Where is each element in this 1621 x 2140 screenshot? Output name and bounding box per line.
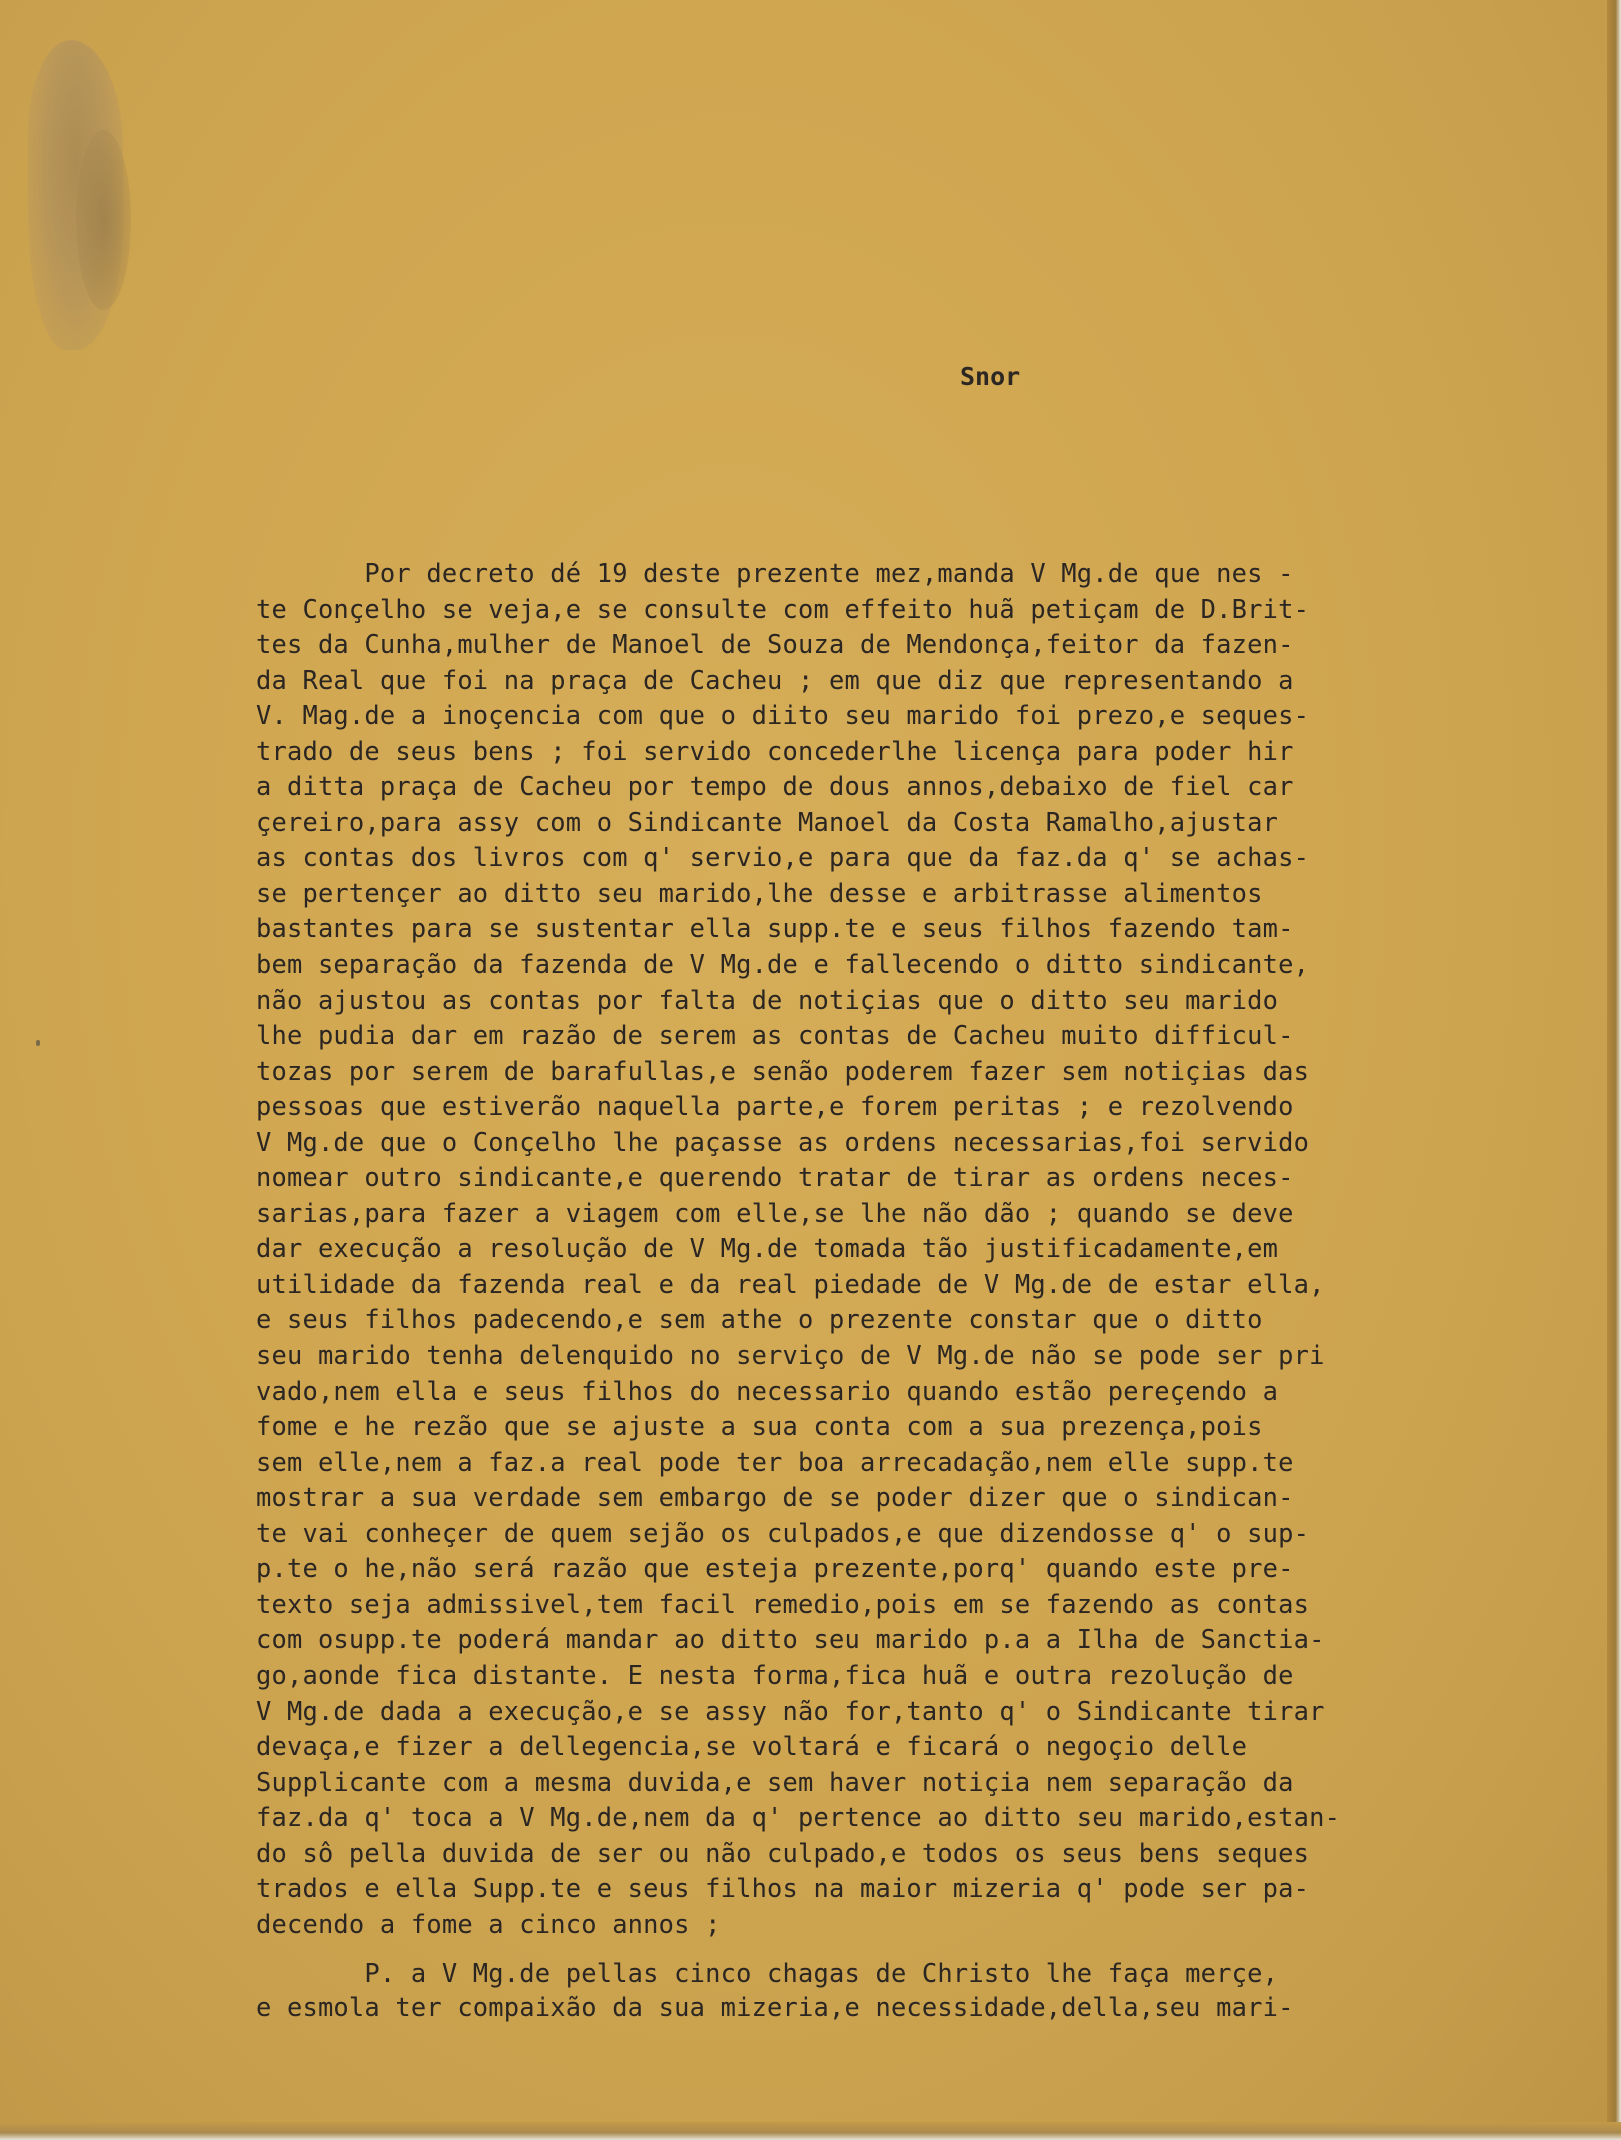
- text-line: go,aonde fica distante. E nesta forma,fica huã e outra rezolução de: [256, 1659, 1294, 1690]
- stain-core: [76, 130, 131, 310]
- text-line: sarias,para fazer a viagem com elle,se lhe não dão ; quando se deve: [256, 1197, 1294, 1228]
- text-line: dar execução a resolução de V Mg.de tomada tão justificadamente,em: [256, 1233, 1279, 1264]
- text-line: P. a V Mg.de pellas cinco chagas de Christo lhe faça merçe,: [256, 1958, 1279, 1988]
- stain-mark: [28, 40, 123, 350]
- text-line: faz.da q' toca a V Mg.de,nem da q' pertence ao ditto seu marido,estan-: [256, 1802, 1341, 1833]
- text-line: tes da Cunha,mulher de Manoel de Souza de Mendonça,feitor da fazen-: [256, 629, 1294, 660]
- paper-bottom-edge: [0, 2122, 1621, 2140]
- text-line: não ajustou as contas por falta de notiçias que o ditto seu marido: [256, 984, 1279, 1015]
- text-line: decendo a fome a cinco annos ;: [256, 1908, 721, 1939]
- text-line: te vai conheçer de quem sejão os culpados,e que dizendosse q' o sup-: [256, 1517, 1310, 1548]
- text-line: V. Mag.de a inoçencia com que o diito seu marido foi prezo,e seques-: [256, 700, 1310, 731]
- text-line: vado,nem ella e seus filhos do necessario quando estão pereçendo a: [256, 1375, 1279, 1406]
- text-line: lhe pudia dar em razão de serem as contas de Cacheu muito difficul-: [256, 1020, 1294, 1051]
- text-line: se pertençer ao ditto seu marido,lhe desse e arbitrasse alimentos: [256, 877, 1263, 908]
- text-line: trado de seus bens ; foi servido concederlhe licença para poder hir: [256, 735, 1294, 766]
- text-line: com osupp.te poderá mandar ao ditto seu marido p.a a Ilha de Sanctia-: [256, 1624, 1325, 1655]
- text-line: devaça,e fizer a dellegencia,se voltará e ficará o negoçio delle: [256, 1731, 1248, 1762]
- text-line: bem separação da fazenda de V Mg.de e fallecendo o ditto sindicante,: [256, 949, 1310, 980]
- paper-right-edge: [1607, 0, 1621, 2140]
- salutation-heading: Snor: [960, 362, 1021, 391]
- text-line: da Real que foi na praça de Cacheu ; em que diz que representando a: [256, 664, 1294, 695]
- text-line: mostrar a sua verdade sem embargo de se poder dizer que o sindican-: [256, 1482, 1294, 1513]
- paper-mark: [36, 1040, 40, 1046]
- text-line: fome e he rezão que se ajuste a sua conta com a sua prezença,pois: [256, 1411, 1263, 1442]
- text-line: te Conçelho se veja,e se consulte com effeito huã petiçam de D.Brit-: [256, 593, 1310, 624]
- text-line: utilidade da fazenda real e da real piedade de V Mg.de de estar ella,: [256, 1268, 1325, 1299]
- text-line: e seus filhos padecendo,e sem athe o prezente constar que o ditto: [256, 1304, 1263, 1335]
- text-line: çereiro,para assy com o Sindicante Manoel da Costa Ramalho,ajustar: [256, 806, 1279, 837]
- petition-body: [256, 556, 1586, 1942]
- petition-closing: [256, 1956, 1586, 2024]
- text-line: sem elle,nem a faz.a real pode ter boa arrecadação,nem elle supp.te: [256, 1446, 1294, 1477]
- text-line: p.te o he,não será razão que esteja prezente,porq' quando este pre-: [256, 1553, 1294, 1584]
- text-line: V Mg.de que o Conçelho lhe paçasse as ordens necessarias,foi servido: [256, 1126, 1310, 1157]
- text-line: as contas dos livros com q' servio,e para que da faz.da q' se achas-: [256, 842, 1310, 873]
- text-line: Supplicante com a mesma duvida,e sem haver notiçia nem separação da: [256, 1766, 1294, 1797]
- text-line: do sô pella duvida de ser ou não culpado,e todos os seus bens seques: [256, 1837, 1310, 1868]
- text-line: pessoas que estiverão naquella parte,e forem peritas ; e rezolvendo: [256, 1091, 1294, 1122]
- text-line: seu marido tenha delenquido no serviço de V Mg.de não se pode ser pri: [256, 1340, 1325, 1371]
- text-line: e esmola ter compaixão da sua mizeria,e necessidade,della,seu mari-: [256, 1992, 1294, 2022]
- text-line: tozas por serem de barafullas,e senão poderem fazer sem notiçias das: [256, 1055, 1310, 1086]
- text-line: Por decreto dé 19 deste prezente mez,manda V Mg.de que nes -: [256, 558, 1294, 588]
- text-line: trados e ella Supp.te e seus filhos na maior mizeria q' pode ser pa-: [256, 1873, 1310, 1904]
- text-line: bastantes para se sustentar ella supp.te e seus filhos fazendo tam-: [256, 913, 1294, 944]
- text-line: nomear outro sindicante,e querendo tratar de tirar as ordens neces-: [256, 1162, 1294, 1193]
- text-line: a ditta praça de Cacheu por tempo de dous annos,debaixo de fiel car: [256, 771, 1294, 802]
- text-line: V Mg.de dada a execução,e se assy não for,tanto q' o Sindicante tirar: [256, 1695, 1325, 1726]
- text-line: texto seja admissivel,tem facil remedio,pois em se fazendo as contas: [256, 1588, 1310, 1619]
